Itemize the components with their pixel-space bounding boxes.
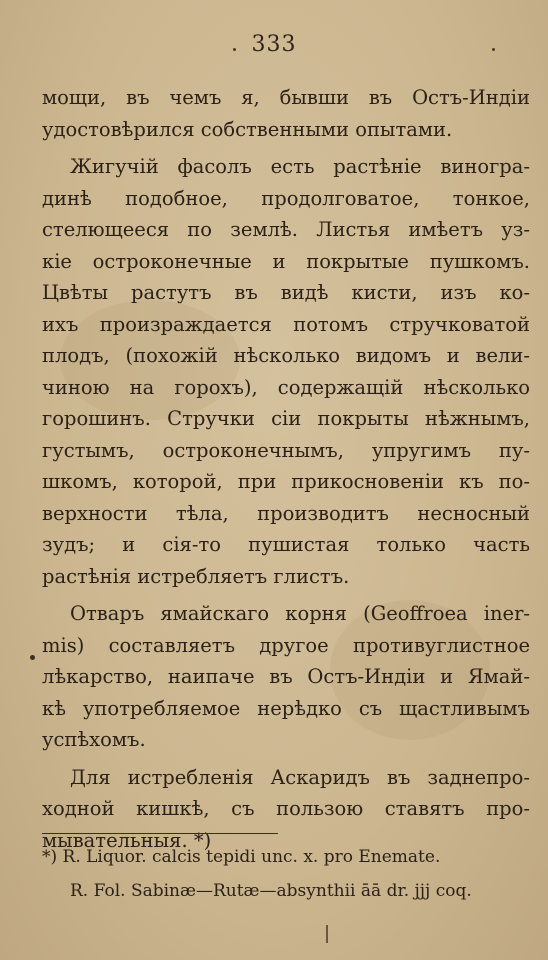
footnote-line: *) R. Liquor. calcis tepidi unc. x. pro Enemate. bbox=[42, 847, 441, 867]
page-mark bbox=[326, 925, 328, 943]
text-line: Жигучій фасолъ есть растѣніе виногра- bbox=[70, 155, 530, 178]
text-line: Отваръ ямайскаго корня (Geoffroea iner- bbox=[70, 602, 530, 625]
text-line: Для истребленія Аскаридъ въ заднепро- bbox=[70, 765, 530, 789]
text-line: ходной кишкѣ, съ пользою ставятъ про- bbox=[42, 797, 530, 820]
text-line: растѣнія истребляетъ глистъ. bbox=[42, 564, 350, 588]
text-line: шкомъ, которой, при прикосновеніи къ по- bbox=[42, 470, 530, 493]
footnote-rule bbox=[42, 833, 278, 834]
page-number: 333 bbox=[251, 32, 297, 57]
margin-mark bbox=[30, 655, 35, 660]
text-line: мывательныя. *) bbox=[42, 828, 212, 852]
text-line: мощи, въ чемъ я, бывши въ Остъ-Индіи bbox=[42, 86, 530, 109]
text-line: горошинъ. Стручки сіи покрыты нѣжнымъ, bbox=[42, 407, 530, 430]
body-text bbox=[42, 82, 530, 856]
text-line: густымъ, остроконечнымъ, упругимъ пу- bbox=[42, 438, 530, 462]
footnote-line: R. Fol. Sabinæ—Rutæ—absynthii āā dr. jjj coq. bbox=[70, 881, 472, 901]
text-line: стелющееся по землѣ. Листья имѣетъ уз- bbox=[42, 218, 530, 241]
text-line: лѣкарство, наипаче въ Остъ-Индіи и Ямай- bbox=[42, 665, 530, 688]
footnotes bbox=[42, 840, 532, 908]
text-line: удостовѣрился собственными опытами. bbox=[42, 117, 453, 141]
text-line: верхности тѣла, производитъ несносный bbox=[42, 501, 530, 525]
text-line: кіе остроконечные и покрытые пушкомъ. bbox=[42, 249, 530, 273]
text-line: mis) составляетъ другое противуглистное bbox=[42, 633, 530, 657]
text-line: кѣ употребляемое нерѣдко съ щастливымъ bbox=[42, 696, 530, 720]
text-line: Цвѣты растутъ въ видѣ кисти, изъ ко- bbox=[42, 281, 530, 304]
text-line: чиною на горохъ), содержащій нѣсколько bbox=[42, 375, 530, 399]
text-line: ихъ произраждается потомъ стручковатой bbox=[42, 312, 530, 336]
text-line: успѣхомъ. bbox=[42, 728, 146, 751]
text-line: зудъ; и сія-то пушистая только часть bbox=[42, 533, 530, 556]
text-line: динѣ подобное, продолговатое, тонкое, bbox=[42, 186, 530, 210]
text-line: плодъ, (похожій нѣсколько видомъ и вели- bbox=[42, 344, 530, 367]
